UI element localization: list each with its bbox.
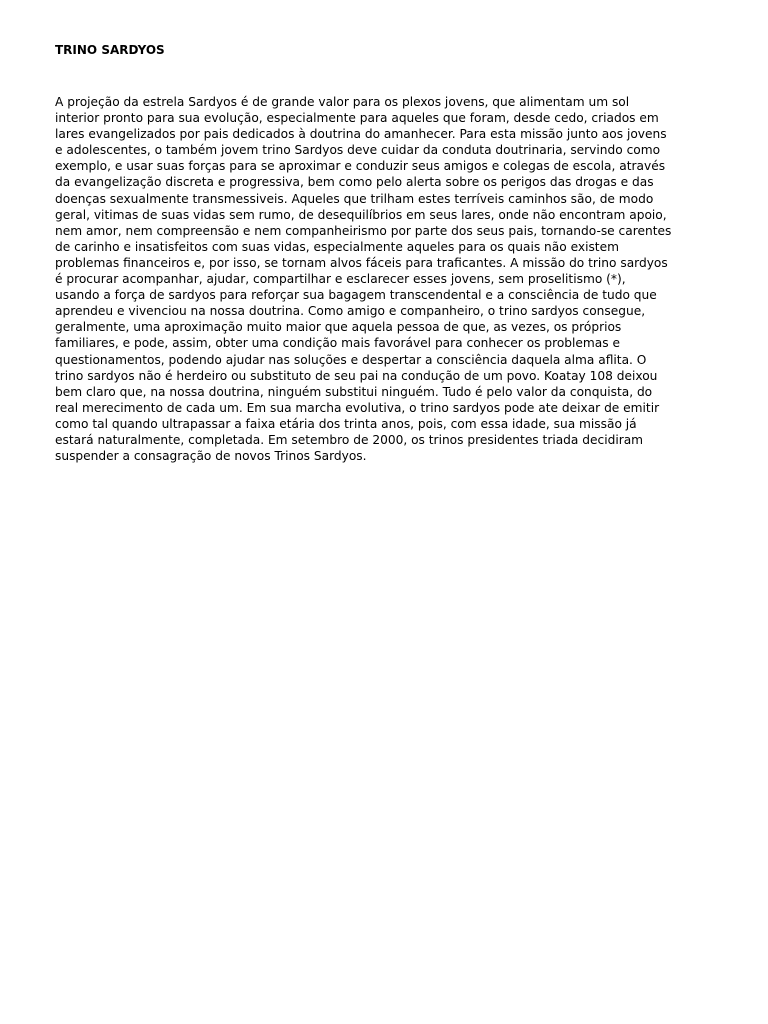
text-line: como tal quando ultrapassar a faixa etária dos trinta anos, pois, com essa idade, sua missão já (55, 416, 637, 431)
text-line: problemas financeiros e, por isso, se tornam alvos fáceis para traficantes. A missão do trino sardyos (55, 255, 668, 270)
text-line: trino sardyos não é herdeiro ou substituto de seu pai na condução de um povo. Koatay 108 deixou (55, 368, 658, 383)
text-line: A projeção da estrela Sardyos é de grande valor para os plexos jovens, que alimentam um sol (55, 95, 630, 109)
text-line: real merecimento de cada um. Em sua marcha evolutiva, o trino sardyos pode ate deixar de emitir (55, 400, 660, 415)
text-line: geral, vitimas de suas vidas sem rumo, de desequilíbrios em seus lares, onde não encontram apoio, (55, 207, 667, 222)
text-line: usando a força de sardyos para reforçar sua bagagem transcendental e a consciência de tudo que (55, 288, 657, 303)
text-line: familiares, e pode, assim, obter uma condição mais favorável para conhecer os problemas e (55, 336, 620, 351)
text-line: geralmente, uma aproximação muito maior que aquela pessoa de que, as vezes, os próprios (55, 320, 622, 335)
text-line: suspender a consagração de novos Trinos Sardyos. (55, 449, 367, 464)
text-line: questionamentos, podendo ajudar nas soluções e despertar a consciência daquela alma aflita. O (55, 352, 647, 367)
text-line: exemplo, e usar suas forças para se aproximar e conduzir seus amigos e colegas de escola, através (55, 159, 666, 174)
text-line: lares evangelizados por pais dedicados à doutrina do amanhecer. Para esta missão junto aos jovens (55, 127, 667, 142)
text-line: é procurar acompanhar, ajudar, compartilhar e esclarecer esses jovens, sem proselitismo (*), (55, 272, 626, 287)
text-line: interior pronto para sua evolução, especialmente para aqueles que foram, desde cedo, criados em (55, 111, 659, 126)
text-line: estará naturalmente, completada. Em setembro de 2000, os trinos presidentes triada decidiram (55, 432, 644, 447)
text-line: doenças sexualmente transmessiveis. Aqueles que trilham estes terríveis caminhos são, de modo (55, 191, 654, 206)
text-line: de carinho e insatisfeitos com suas vidas, especialmente aqueles para os quais não existem (55, 239, 619, 254)
text-line: nem amor, nem compreensão e nem companheirismo por parte dos seus pais, tornando-se carentes (55, 223, 672, 238)
text-line: aprendeu e vivenciou na nossa doutrina. Como amigo e companheiro, o trino sardyos consegue, (55, 304, 646, 319)
text-line: bem claro que, na nossa doutrina, ninguém substitui ninguém. Tudo é pelo valor da conquista, do (55, 384, 653, 399)
body-paragraph (55, 94, 735, 464)
text-line: da evangelização discreta e progressiva, bem como pelo alerta sobre os perigos das drogas e das (55, 175, 654, 190)
text-line: e adolescentes, o também jovem trino Sardyos deve cuidar da conduta doutrinaria, servindo como (55, 143, 661, 158)
document-title: TRINO SARDYOS (55, 43, 165, 57)
